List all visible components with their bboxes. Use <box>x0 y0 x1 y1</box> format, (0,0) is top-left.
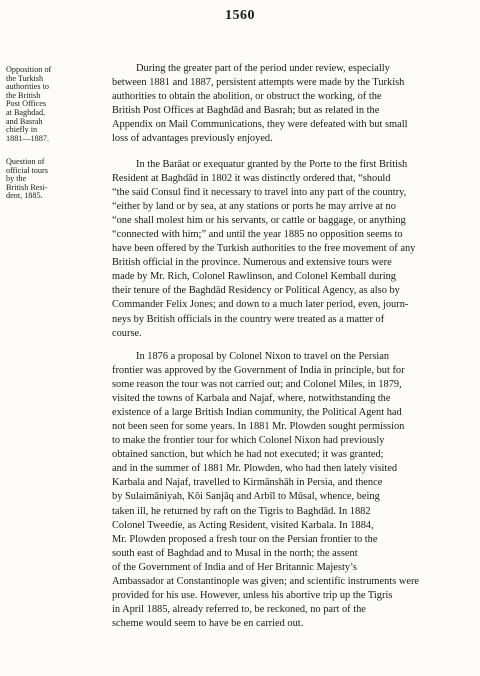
note-line: the British <box>6 91 41 100</box>
text-line: scheme would seem to have be en carried out. <box>112 617 304 629</box>
text-line: Resident at Baghdād in 1802 it was distinctly ordered that, “should <box>112 173 391 185</box>
text-line: Appendix on Mail Communications, they were defeated with but small <box>112 119 408 131</box>
margin-note-opposition <box>6 66 62 143</box>
text-line: Commander Felix Jones; and down to a much later period, even, journ- <box>112 299 409 311</box>
text-line: “one shall molest him or his servants, or cattle or baggage, or anything <box>112 215 406 227</box>
text-line: “the said Consul find it necessary to travel into any part of the country, <box>112 187 407 199</box>
text-line: some reason the tour was not carried out; and Colonel Miles, in 1879, <box>112 379 402 391</box>
note-line: authorities to <box>6 83 49 92</box>
note-line: British Resi- <box>6 183 48 192</box>
note-line: official tours <box>6 166 48 175</box>
text-line: frontier was approved by the Government of India in principle, but for <box>112 365 405 377</box>
text-line: course. <box>112 327 142 339</box>
text-line: by Sulaimāniyah, Kōi Sanjāq and Arbīl to Mūsal, whence, being <box>112 491 380 503</box>
text-line: their tenure of the Baghdād Residency or Political Agency, as also by <box>112 285 400 297</box>
note-line: dent, 1885. <box>6 192 43 201</box>
text-line: and in the summer of 1881 Mr. Plowden, who had then lately visited <box>112 463 398 475</box>
note-line: Question of <box>6 158 45 166</box>
note-line: by the <box>6 175 27 184</box>
note-line: Post Offices <box>6 100 47 109</box>
page-number: 1560 <box>225 8 255 23</box>
text-line: made by Mr. Rich, Colonel Rawlinson, and Colonel Kemball during <box>112 271 396 283</box>
text-line: in April 1885, already referred to, be reckoned, no part of the <box>112 603 366 615</box>
note-line: 1881—1887. <box>6 134 49 143</box>
text-line: British Post Offices at Baghdād and Basrah; but as related in the <box>112 105 380 117</box>
text-line: not been seen for some years. In 1881 Mr. Plowden sought permission <box>112 421 405 433</box>
note-line: and Basrah <box>6 117 43 126</box>
text-line: visited the towns of Karbala and Najaf, where, notwithstanding the <box>112 393 391 405</box>
text-line: between 1881 and 1887, persistent attempts were made by the Turkish <box>112 77 405 89</box>
text-line: have been offered by the Turkish authorities to the free movement of any <box>112 243 416 255</box>
text-line: existence of a large British Indian community, the Political Agent had <box>112 407 402 419</box>
text-line: Ambassador at Constantinople was given; and scientific instruments were <box>112 575 420 587</box>
text-line: Karbala and Najaf, travelled to Kirmānshāh in Persia, and thence <box>112 477 383 489</box>
text-line: to make the frontier tour for which Colonel Nixon had previously <box>112 435 385 447</box>
note-line: at Baghdad, <box>6 108 46 117</box>
text-line: British official in the province. Numerous and extensive tours were <box>112 257 392 269</box>
text-line: authorities to obtain the abolition, or obstruct the working, of the <box>112 91 382 103</box>
text-line: neys by British officials in the country were treated as a matter of <box>112 313 385 325</box>
text-line: Colonel Tweedie, as Acting Resident, visited Karbala. In 1884, <box>112 519 374 531</box>
text-line: Mr. Plowden proposed a fresh tour on the Persian frontier to the <box>112 533 378 545</box>
text-line: provided for his use. However, unless his abortive trip up the Tigris <box>112 589 393 601</box>
paragraph-official-tours <box>112 158 466 341</box>
text-line: taken ill, he returned by raft on the Tigris to Baghdād. In 1882 <box>112 505 371 517</box>
note-line: the Turkish <box>6 74 44 83</box>
note-line: chiefly in <box>6 126 38 135</box>
text-line: south east of Baghdad and to Musal in the north; the assent <box>112 547 358 559</box>
paragraph-nixon-proposal <box>112 350 466 631</box>
text-line: obtained sanction, but which he had not executed; it was granted; <box>112 449 384 461</box>
text-line: In 1876 a proposal by Colonel Nixon to travel on the Persian <box>136 351 390 362</box>
text-line: During the greater part of the period under review, especially <box>136 63 390 74</box>
margin-note-official-tours <box>6 158 62 201</box>
text-line: In the Barāat or exequatur granted by the Porte to the first British <box>136 159 408 170</box>
note-line: Opposition of <box>6 66 52 74</box>
text-line: of the Government of India and of Her Britannic Majesty’s <box>112 561 357 573</box>
paragraph-post-offices <box>112 62 466 146</box>
text-line: loss of advantages previously enjoyed. <box>112 133 273 145</box>
text-line: “connected with him;” and until the year 1885 no opposition seems to <box>112 229 403 241</box>
text-line: “either by land or by sea, at any stations or ports he may arrive at no <box>112 201 396 213</box>
